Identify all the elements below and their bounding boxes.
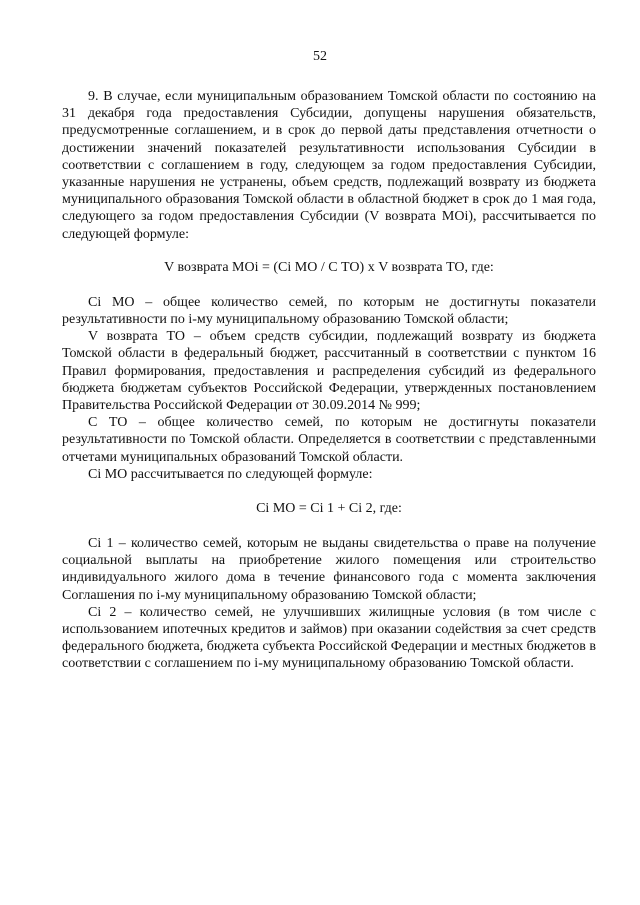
definition-ci-mo: Ci МО – общее количество семей, по которым не достигнуты показатели результативности по i-му муниципальному образованию Томской области;: [62, 294, 596, 328]
paragraph-ci-mo-calculation: Ci МО рассчитывается по следующей формуле:: [88, 466, 373, 482]
definition-c-to: С ТО – общее количество семей, по которым не достигнуты показатели результативности по Томской области. Определяется в соответствии с представленными отчетами муниципальных образований Томской области.: [62, 415, 596, 465]
paragraph-clause-9: 9. В случае, если муниципальным образованием Томской области по состоянию на 31 декабря года предоставления Субсидии, допущены нарушения обязательств, предусмотренные соглашением, и в срок до первой даты представления отчетности о достижении значений показателей результативности использования Субсидии в соответствии с соглашением в году, следующем за годом предоставления Субсидии, указанные нарушения не устранены, объем средств, подлежащий возврату из бюджета муниципального образования Томской области в областной бюджет в срок до 1 мая года, следующего за годом предоставления Субсидии (V возврата МОi), рассчитывается по следующей формуле:: [62, 89, 596, 242]
definition-ci-1: Ci 1 – количество семей, которым не выданы свидетельства о праве на получение социальной выплаты на приобретение жилого помещения или строительство индивидуального жилого дома в течение финансового года с момента заключения Соглашения по i-му муниципальному образованию Томской области;: [62, 536, 596, 603]
definition-v-refund-to: V возврата ТО – объем средств субсидии, подлежащий возврату из бюджета Томской области в федеральный бюджет, рассчитанный в соответствии с пунктом 16 Правил формирования, предоставления и распределения субсидий из федерального бюджета бюджетам субъектов Российской Федерации, утвержденных постановлением Правительства Российской Федерации от 30.09.2014 № 999;: [62, 329, 596, 414]
formula-refund-amount: V возврата МОi = (Ci МО / С ТО) х V возврата ТО, где:: [164, 259, 494, 275]
formula-ci-mo: Ci МО = Ci 1 + Ci 2, где:: [256, 501, 402, 517]
page-number: 52: [313, 49, 327, 64]
document-body: [62, 88, 596, 673]
definition-ci-2: Ci 2 – количество семей, не улучшивших жилищные условия (в том числе с использованием ипотечных кредитов и займов) при оказании содействия за счет средств федерального бюджета, бюджета субъекта Российской Федерации и местных бюджетов в соответствии с соглашением по i-му муниципальному образованию Томской области.: [62, 604, 596, 672]
